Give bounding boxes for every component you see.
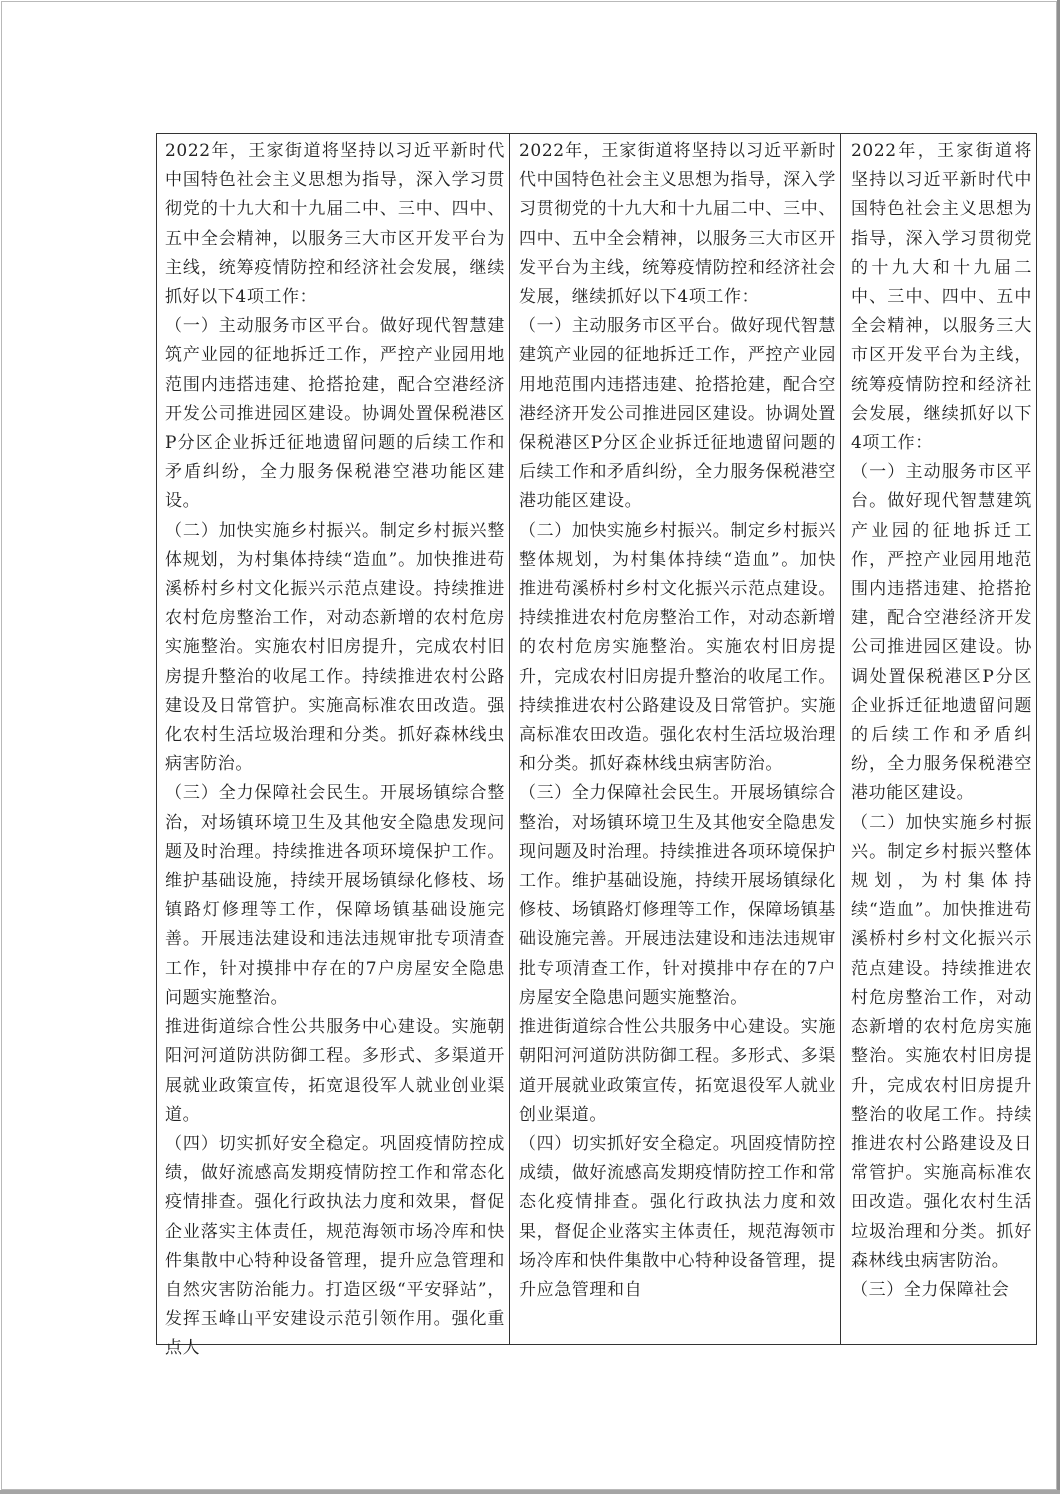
paragraph: （二）加快实施乡村振兴。制定乡村振兴整体规划，为村集体持续“造血”。加快推进苟溪桥村乡村文化振兴示范点建设。持续推进农村危房整治工作，对动态新增的农村危房实施整治。实施农村旧房提升，完成农村旧房提升整治的收尾工作。持续推进农村公路建设及日常管护。实施高标准农田改造。强化农村生活垃圾治理和分类。抓好森林线虫病害防治。: [519, 520, 836, 775]
paragraph: （二）加快实施乡村振兴。制定乡村振兴整体规划，为村集体持续“造血”。加快推进苟溪桥村乡村文化振兴示范点建设。持续推进农村危房整治工作，对动态新增的农村危房实施整治。实施农村旧房提升，完成农村旧房提升整治的收尾工作。持续推进农村公路建设及日常管护。实施高标准农田改造。强化农村生活垃圾治理和分类。抓好森林线虫病害防治。: [851, 812, 1032, 1271]
table-column-2: [509, 134, 840, 1344]
paragraph: 推进街道综合性公共服务中心建设。实施朝阳河河道防洪防御工程。多形式、多渠道开展就业政策宣传，拓宽退役军人就业创业渠道。: [519, 1017, 836, 1125]
paragraph: （四）切实抓好安全稳定。巩固疫情防控成绩，做好流感高发期疫情防控工作和常态化疫情排查。强化行政执法力度和效果，督促企业落实主体责任，规范海领市场冷库和快件集散中心特种设备管理，提升应急管理和自: [519, 1133, 836, 1300]
table-column-3: [840, 134, 1036, 1344]
paragraph: （一）主动服务市区平台。做好现代智慧建筑产业园的征地拆迁工作，严控产业园用地范围内违搭违建、抢搭抢建，配合空港经济开发公司推进园区建设。协调处置保税港区P分区企业拆迁征地遗留问题的后续工作和矛盾纠纷，全力服务保税港空港功能区建设。: [165, 316, 505, 512]
text-table: [156, 133, 1037, 1359]
paragraph: （一）主动服务市区平台。做好现代智慧建筑产业园的征地拆迁工作，严控产业园用地范围内违搭违建、抢搭抢建，配合空港经济开发公司推进园区建设。协调处置保税港区P分区企业拆迁征地遗留问题的后续工作和矛盾纠纷，全力服务保税港空港功能区建设。: [851, 462, 1032, 804]
document-page: [1, 1, 1057, 1490]
paragraph: 2022年，王家街道将坚持以习近平新时代中国特色社会主义思想为指导，深入学习贯彻党的十九大和十九届二中、三中、四中、五中全会精神，以服务三大市区开发平台为主线，统筹疫情防控和经济社会发展，继续抓好以下4项工作：: [851, 141, 1032, 454]
paragraph: 2022年，王家街道将坚持以习近平新时代中国特色社会主义思想为指导，深入学习贯彻党的十九大和十九届二中、三中、四中、五中全会精神，以服务三大市区开发平台为主线，统筹疫情防控和经济社会发展，继续抓好以下4项工作：: [165, 141, 505, 308]
paragraph: （二）加快实施乡村振兴。制定乡村振兴整体规划，为村集体持续“造血”。加快推进苟溪桥村乡村文化振兴示范点建设。持续推进农村危房整治工作，对动态新增的农村危房实施整治。实施农村旧房提升，完成农村旧房提升整治的收尾工作。持续推进农村公路建设及日常管护。实施高标准农田改造。强化农村生活垃圾治理和分类。抓好森林线虫病害防治。: [165, 520, 505, 775]
paragraph: 推进街道综合性公共服务中心建设。实施朝阳河河道防洪防御工程。多形式、多渠道开展就业政策宣传，拓宽退役军人就业创业渠道。: [165, 1017, 505, 1125]
paragraph: （三）全力保障社会: [851, 1279, 1010, 1300]
paragraph: （一）主动服务市区平台。做好现代智慧建筑产业园的征地拆迁工作，严控产业园用地范围内违搭违建、抢搭抢建，配合空港经济开发公司推进园区建设。协调处置保税港区P分区企业拆迁征地遗留问题的后续工作和矛盾纠纷，全力服务保税港空港功能区建设。: [519, 316, 836, 512]
paragraph: 2022年，王家街道将坚持以习近平新时代中国特色社会主义思想为指导，深入学习贯彻党的十九大和十九届二中、三中、四中、五中全会精神，以服务三大市区开发平台为主线，统筹疫情防控和经济社会发展，继续抓好以下4项工作：: [519, 141, 836, 308]
page-shadow-bottom: [0, 1490, 1060, 1494]
table-column-1: [157, 134, 509, 1359]
paragraph: （三）全力保障社会民生。开展场镇综合整治，对场镇环境卫生及其他安全隐患发现问题及时治理。持续推进各项环境保护工作。维护基础设施，持续开展场镇绿化修枝、场镇路灯修理等工作，保障场镇基础设施完善。开展违法建设和违法违规审批专项清查工作，针对摸排中存在的7户房屋安全隐患问题实施整治。: [165, 783, 505, 1008]
paragraph: （三）全力保障社会民生。开展场镇综合整治，对场镇环境卫生及其他安全隐患发现问题及时治理。持续推进各项环境保护工作。维护基础设施，持续开展场镇绿化修枝、场镇路灯修理等工作，保障场镇基础设施完善。开展违法建设和违法违规审批专项清查工作，针对摸排中存在的7户房屋安全隐患问题实施整治。: [519, 783, 836, 1008]
paragraph: （四）切实抓好安全稳定。巩固疫情防控成绩，做好流感高发期疫情防控工作和常态化疫情排查。强化行政执法力度和效果，督促企业落实主体责任，规范海领市场冷库和快件集散中心特种设备管理，提升应急管理和自然灾害防治能力。打造区级“平安驿站”，发挥玉峰山平安建设示范引领作用。强化重点人: [165, 1133, 505, 1359]
